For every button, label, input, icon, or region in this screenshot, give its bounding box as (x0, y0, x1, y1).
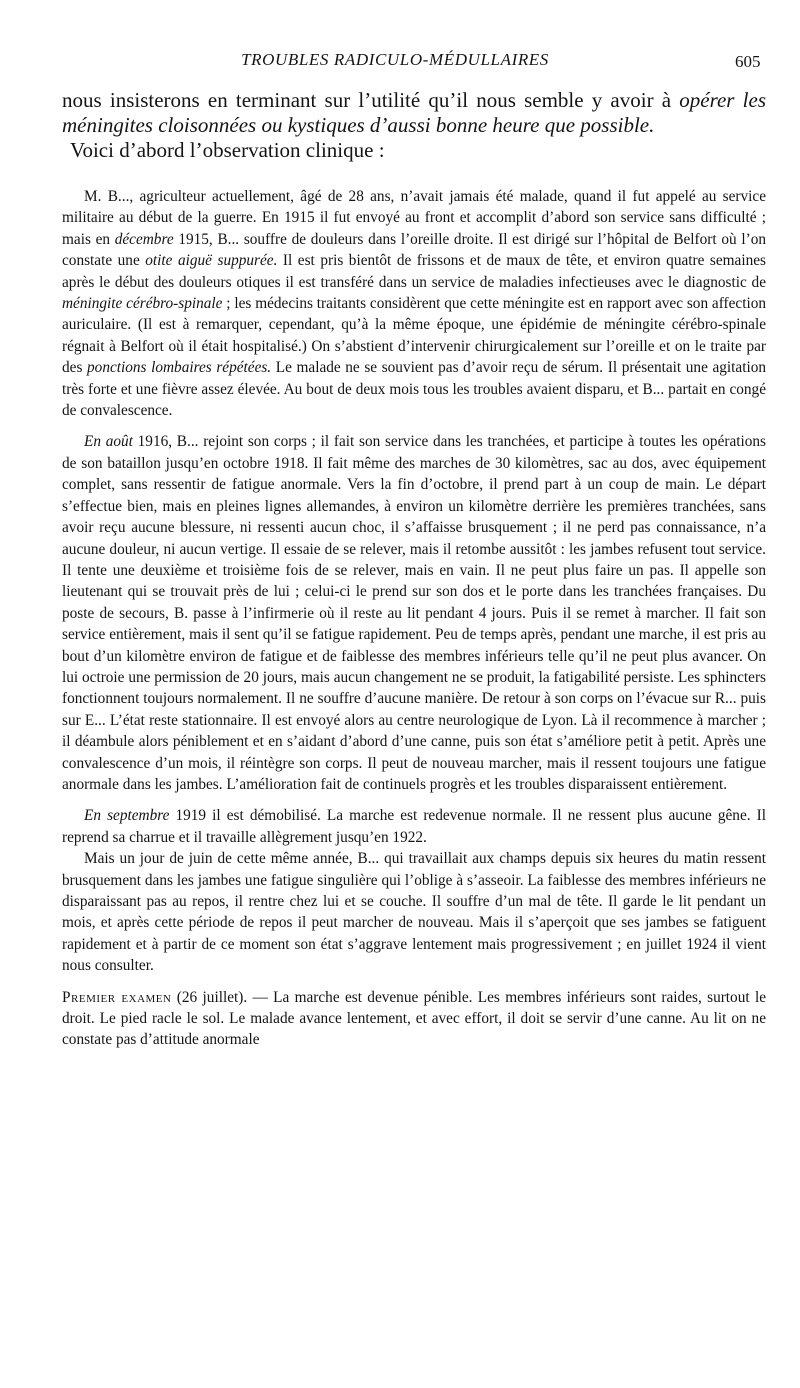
p2-emphasis-date: En août (84, 433, 133, 451)
intro-line1: nous insisterons en terminant sur l’utilité qu’il nous semble y avoir à (62, 88, 680, 112)
observation-paragraph-2 (62, 431, 766, 795)
observation-paragraph-1 (62, 186, 766, 421)
p1-text-e: Le malade ne se souvient pas d’avoir reçu de sérum. Il présentait une agitation très forte et une fièvre assez élevée. Au bout de deux mois tous les troubles avaient disparu, et B... partait en congé de convalescence. (62, 359, 766, 420)
p1-text-d: ; les médecins traitants considèrent que cette méningite est en rapport avec son affection auriculaire. (Il est à remarquer, cependant, qu’à la même époque, une épidémie de méningite cérébro-spinale régnait à Belfort où il était hospitalisé.) On s’abstient d’intervenir chirurgicalement sur l’oreille et on le traite par des (62, 295, 767, 377)
intro-line1-emphasis: opérer (679, 88, 735, 112)
p1-emphasis-decembre: décembre (114, 230, 174, 248)
page-number: 605 (735, 52, 761, 71)
p2-text: 1916, B... rejoint son corps ; il fait son service dans les tranchées, et participe à toutes les opérations de son bataillon jusqu’en octobre 1918. Il fait même des marches de 30 kilomètres, sac au dos, avec équipement complet, sans ressentir de fatigue anormale. Vers la fin d’octobre, il prend part à un coup de main. Le départ s’effectue bien, mais en pleines lignes allemandes, à environ un kilomètre derrière les premières tranchées, sans avoir reçu aucune blessure, ni ressenti aucun choc, il s’affaisse brusquement ; il ne perd pas connaissance, n’a aucune douleur, ni aucun vertige. Il essaie de se relever, mais il retombe aussitôt : les jambes refusent tout service. Il tente une deuxième et troisième fois de se relever, mais en vain. Il ne peut plus faire un pas. Il appelle son lieutenant qui se trouvait près de lui ; celui-ci le prend sur son dos et le porte dans les tranchées françaises. Du poste de secours, B. passe à l’infirmerie où il reste au lit pendant 4 jours. Puis il se remet à marcher. Il fait son service entièrement, mais il sent qu’il se fatigue rapidement. Peu de temps après, pendant une marche, il est pris au bout d’un kilomètre environ de fatigue et de faiblesse des membres inférieurs telle qu’il ne peut plus avancer. On lui octroie une permission de 20 jours, mais aucun changement ne se produit, la fatigabilité persiste. Les sphincters fonctionnent toujours normalement. Il ne souffre d’aucune manière. De retour à son corps on l’évacue sur R... puis sur E... L’état reste stationnaire. Il est envoyé alors au centre neurologique de Lyon. Là il recommence à marcher ; il déambule alors péniblement et en s’aidant d’abord d’une canne, puis son état s’améliore petit à petit. Après une convalescence d’un mois, il réintègre son corps. Il peut de nouveau marcher, mais il ressent toujours une fatigue anormale dans les jambes. L’amélioration fait de continuels progrès et les troubles disparaissent entièrement. (62, 433, 766, 793)
running-header (0, 48, 800, 78)
p1-text-c: Il est pris bientôt de frissons et de maux de tête, et environ quatre semaines après le début des douleurs otiques il est transféré dans un service de maladies infectieuses avec le diagnostic de (62, 252, 766, 291)
p5-small-caps-heading: Premier examen (62, 988, 172, 1006)
observation-paragraph-4: Mais un jour de juin de cette même année, B... qui travaillait aux champs depuis six heures du matin ressent brusquement dans les jambes une fatigue singulière qui l’oblige à s’asseoir. La faiblesse des membres inférieurs ne disparaissant pas au repos, il rentre chez lui et se couche. Il souffre d’un mal de tête. Il garde le lit pendant un mois, et après cette période de repos il peut marcher de nouveau. Mais il s’aperçoit que ses jambes se fatiguent rapidement et à partir de ce moment son état s’aggrave lentement mais progressivement ; en juillet 1924 il vient nous consulter. (62, 850, 766, 975)
p1-text-a: M. B..., agriculteur actuellement, âgé de 28 ans, n’avait jamais été malade, quand il fut appelé au service militaire au début de la guerre. En 1915 il fut envoyé au front et accomplit d’abord son service sans difficulté ; mais en (62, 188, 766, 248)
intro-text (62, 88, 766, 138)
intro-line2-emphasis: les méningites cloisonnées ou kystiques d’aussi bonne heure que possible. (62, 88, 766, 137)
p1-emphasis-ponctions: ponctions lombaires répétées. (87, 359, 272, 377)
intro-line3: Voici d’abord l’observation clinique : (70, 138, 385, 162)
p1-emphasis-otite: otite aiguë suppurée. (145, 252, 278, 270)
clinical-observation (62, 186, 766, 1051)
p3-text: 1919 il est démobilisé. La marche est redevenue normale. Il ne ressent plus aucune gêne. Il reprend sa charrue et il travaille allègrement jusqu’en 1922. (62, 807, 766, 846)
p3-emphasis-date: En septembre (84, 807, 170, 825)
observation-paragraph-3 (62, 805, 766, 848)
intro-paragraph (62, 88, 766, 163)
p5-text: (26 juillet). — La marche est devenue pénible. Les membres inférieurs sont raides, surtout le droit. Le pied racle le sol. Le malade avance lentement, et avec effort, il doit se servir d’une canne. Au lit on ne constate pas d’attitude anormale (62, 988, 766, 1049)
observation-paragraph-5 (62, 987, 766, 1051)
p1-text-b: 1915, B... souffre de douleurs dans l’oreille droite. Il est dirigé sur l’hôpital de Belfort où l’on constate une (62, 230, 766, 270)
p1-emphasis-meningite: méningite cérébro-spinale (62, 295, 223, 313)
running-head-title: TROUBLES RADICULO-MÉDULLAIRES (241, 50, 549, 69)
